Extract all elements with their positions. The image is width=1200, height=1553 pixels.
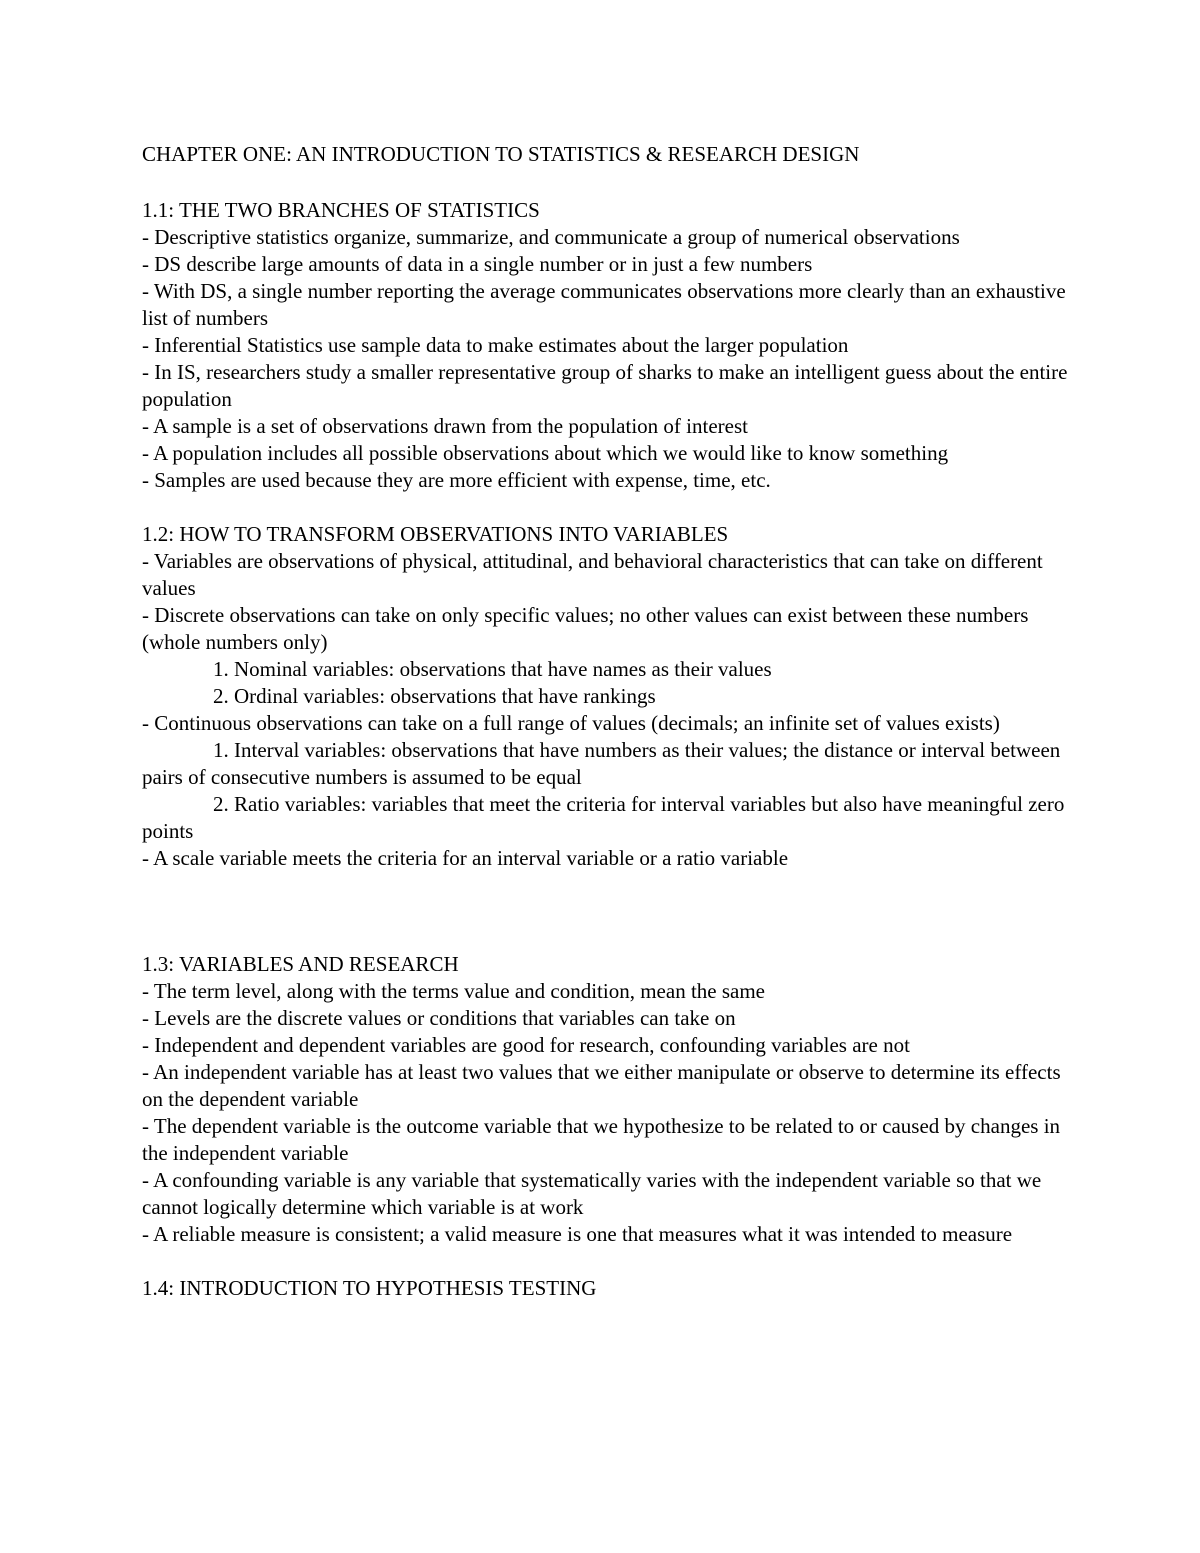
bullet-line: - A reliable measure is consistent; a valid measure is one that measures what it was intended to measure	[142, 1222, 1013, 1246]
bullet-line: - An independent variable has at least two values that we either manipulate or observe to determine its effects on the dependent variable	[142, 1060, 1061, 1111]
bullet-line: - Samples are used because they are more efficient with expense, time, etc.	[142, 468, 771, 492]
bullet-line: - The dependent variable is the outcome variable that we hypothesize to be related to or caused by changes in the independent variable	[142, 1114, 1061, 1165]
chapter-title: CHAPTER ONE: AN INTRODUCTION TO STATISTICS & RESEARCH DESIGN	[142, 142, 860, 166]
bullet-line: - Inferential Statistics use sample data to make estimates about the larger population	[142, 333, 849, 357]
bullet-line: - Levels are the discrete values or conditions that variables can take on	[142, 1006, 736, 1030]
bullet-line: - Independent and dependent variables are good for research, confounding variables are not	[142, 1033, 910, 1057]
section-heading: 1.3: VARIABLES AND RESEARCH	[142, 952, 459, 976]
bullet-line: - Continuous observations can take on a full range of values (decimals; an infinite set of values exists)	[142, 711, 1000, 735]
numbered-line: 1. Interval variables: observations that have numbers as their values; the distance or interval between pairs of consecutive numbers is assumed to be equal	[142, 738, 1061, 789]
bullet-line: - Discrete observations can take on only specific values; no other values can exist between these numbers (whole numbers only)	[142, 603, 1029, 654]
numbered-line: 2. Ordinal variables: observations that have rankings	[213, 684, 656, 708]
bullet-line: - With DS, a single number reporting the average communicates observations more clearly than an exhaustive list of numbers	[142, 279, 1066, 330]
bullet-line: - A scale variable meets the criteria for an interval variable or a ratio variable	[142, 846, 789, 870]
bullet-line: - In IS, researchers study a smaller representative group of sharks to make an intelligent guess about the entire population	[142, 360, 1068, 411]
bullet-line: - The term level, along with the terms value and condition, mean the same	[142, 979, 766, 1003]
section-1-3	[142, 951, 1080, 1248]
section-heading: 1.2: HOW TO TRANSFORM OBSERVATIONS INTO VARIABLES	[142, 522, 729, 546]
bullet-line: - A sample is a set of observations drawn from the population of interest	[142, 414, 748, 438]
bullet-line: - Descriptive statistics organize, summarize, and communicate a group of numerical observations	[142, 225, 960, 249]
bullet-line: - A population includes all possible observations about which we would like to know something	[142, 441, 949, 465]
bullet-line: - Variables are observations of physical, attitudinal, and behavioral characteristics that can take on different values	[142, 549, 1043, 600]
numbered-line: 1. Nominal variables: observations that have names as their values	[213, 657, 772, 681]
section-1-2	[142, 521, 1080, 872]
section-1-1	[142, 197, 1080, 494]
section-1-4	[142, 1275, 1080, 1302]
section-heading: 1.4: INTRODUCTION TO HYPOTHESIS TESTING	[142, 1276, 597, 1300]
bullet-line: - A confounding variable is any variable that systematically varies with the independent variable so that we cannot logically determine which variable is at work	[142, 1168, 1042, 1219]
section-heading: 1.1: THE TWO BRANCHES OF STATISTICS	[142, 198, 540, 222]
numbered-line: 2. Ratio variables: variables that meet the criteria for interval variables but also have meaningful zero points	[142, 792, 1065, 843]
bullet-line: - DS describe large amounts of data in a single number or in just a few numbers	[142, 252, 813, 276]
